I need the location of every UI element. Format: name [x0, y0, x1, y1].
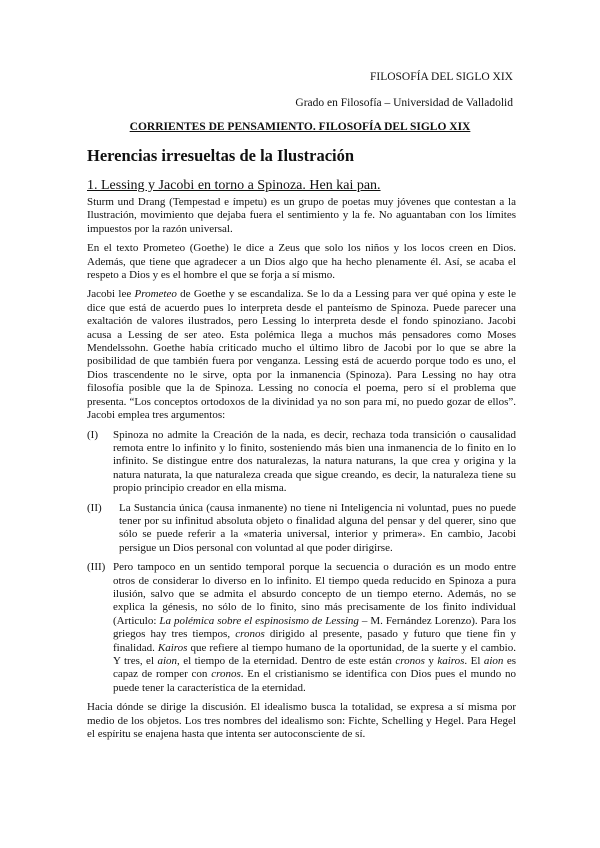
argument-iii — [87, 561, 516, 695]
argument-text-part: , el tiempo de la eternidad. Dentro de este están — [177, 655, 396, 667]
italic-text: cronos — [211, 668, 241, 681]
argument-text-part: . En el cristianismo se identifica con Dios pues el mundo no puede tener la característica de la eternidad. — [113, 668, 517, 694]
argument-i — [87, 429, 516, 496]
argument-text-part: que refiere al tiempo humano de la oportunidad, de la suerte y el cambio. Y tres, el — [113, 641, 516, 667]
italic-text: Prometeo — [134, 288, 177, 301]
course-header: FILOSOFÍA DEL SIGLO XIX — [369, 71, 513, 83]
degree-header: Grado en Filosofía – Universidad de Valladolid — [295, 97, 513, 109]
italic-text: aion — [483, 655, 504, 667]
italic-text: cronos — [395, 655, 425, 667]
argument-text: La Sustancia única (causa inmanente) no tiene ni Inteligencia ni voluntad, pues no puede tener por su infinitud absoluta objeto o finalidad alguna del pensar y del querer, sino que sólo se puede referir a la «materia universal, interior y primera». En cambio, Jacobi persigue un Dios personal con voluntad al que poder dirigirse. — [119, 501, 516, 554]
argument-number: (III) — [87, 561, 106, 574]
argument-text-part: es capaz de romper con — [113, 655, 517, 681]
argument-text-part: y — [424, 655, 438, 667]
argument-text-part: – M. Fernández Lorenzo). Para los griegos hay tres tiempos, — [113, 614, 516, 641]
paragraph-jacobi — [87, 288, 516, 422]
argument-number: (I) — [87, 428, 98, 441]
italic-text: cronos — [235, 628, 265, 641]
italic-text: La polémica sobre el espinosismo de Lessing — [159, 614, 359, 627]
section-heading: 1. Lessing y Jacobi en torno a Spinoza. Hen kai pan. — [87, 178, 381, 193]
italic-text: kairos — [437, 655, 465, 667]
argument-text-part: dirigido al presente, pasado y futuro que tiene fin y finalidad. — [113, 628, 516, 654]
argument-text — [113, 561, 516, 695]
section-title-header: CORRIENTES DE PENSAMIENTO. FILOSOFÍA DEL SIGLO XIX — [129, 121, 471, 133]
argument-text-part: . El — [464, 655, 484, 667]
document-body — [87, 196, 516, 747]
paragraph-idealismo: Hacia dónde se dirige la discusión. El idealismo busca la totalidad, se expresa a sí misma por medio de los objetos. Los tres nombres del idealismo son: Fichte, Schelling y Hegel. Para Hegel el espíritu se enajena hasta que intenta ser autoconsciente de sí. — [87, 701, 516, 741]
paragraph-text: de Goethe y se escandaliza. Se lo da a Lessing para ver qué opina y este le dice que está de acuerdo pues lo interpreta desde el panteísmo de Spinoza. Puede parecer una exaltación de valores ilustrados, pero Lessing lo interpreta desde el fondo spinoziano. Jacobi acusa a Lessing de ser ateo. Esta polémica llega a muchos más pensadores como Moses Mendelssohn. Goethe había criticado mucho el último libro de Jacobi por lo que se abre la posibilidad de que también fuera por venganza. Lessing está de acuerdo porque todo es uno, el Dios trascendente no le sirve, opta por la inmanencia (Spinoza). Para Lessing no hay otra filosofía posible que la de Spinoza. Lessing no conocía el poema, pero sí el problema que presenta. “Los conceptos ortodoxos de la divinidad ya no son para mí, no puedo gozar de ellos”. Jacobi emplea tres argumentos: — [87, 288, 516, 422]
argument-ii — [87, 502, 516, 556]
paragraph-prometeo: En el texto Prometeo (Goethe) le dice a Zeus que solo los niños y los locos creen en Dios. Además, que tiene que agradecer a un Dios algo que ha hecho plenamente él. Así, se acaba el respeto a Dios y es el hombre el que se forja a sí mismo. — [87, 242, 516, 282]
italic-text: aion — [157, 655, 178, 667]
paragraph-sturm-und-drang: Sturm und Drang (Tempestad e ímpetu) es un grupo de poetas muy jóvenes que contestan a la Ilustración, movimiento que dejaba fuera el sentimiento y la fe. No aguantaban con los límites impuestos por la razón universal. — [87, 196, 516, 235]
argument-text: Spinoza no admite la Creación de la nada, es decir, rechaza toda transición o causalidad remota entre lo infinito y lo finito, sosteniendo más bien una inmanencia de lo finito en lo infinito. Se distingue entre dos naturalezas, la natura naturans, la que crea y origina y la natura naturata, la que naturaleza creada que sigue creando, es decir, la naturaleza tiene su propio principio creador en ella misma. — [113, 428, 516, 495]
italic-text: Kairos — [157, 641, 188, 654]
argument-text-part: Pero tampoco en un sentido temporal porque la secuencia o duración es un modo entre otros de considerar lo diverso en lo infinito. El tiempo queda reducido en Spinoza a pura ilusión, salvo que se admita el absurdo concepto de un tiempo eterno. Además, no se explica la génesis, no sólo de lo finito, sino más precisamente de los finito individual (Articulo: — [113, 561, 516, 627]
document-title: Herencias irresueltas de la Ilustración — [87, 146, 355, 165]
argument-number: (II) — [87, 501, 102, 514]
paragraph-text: Jacobi lee — [87, 288, 135, 301]
